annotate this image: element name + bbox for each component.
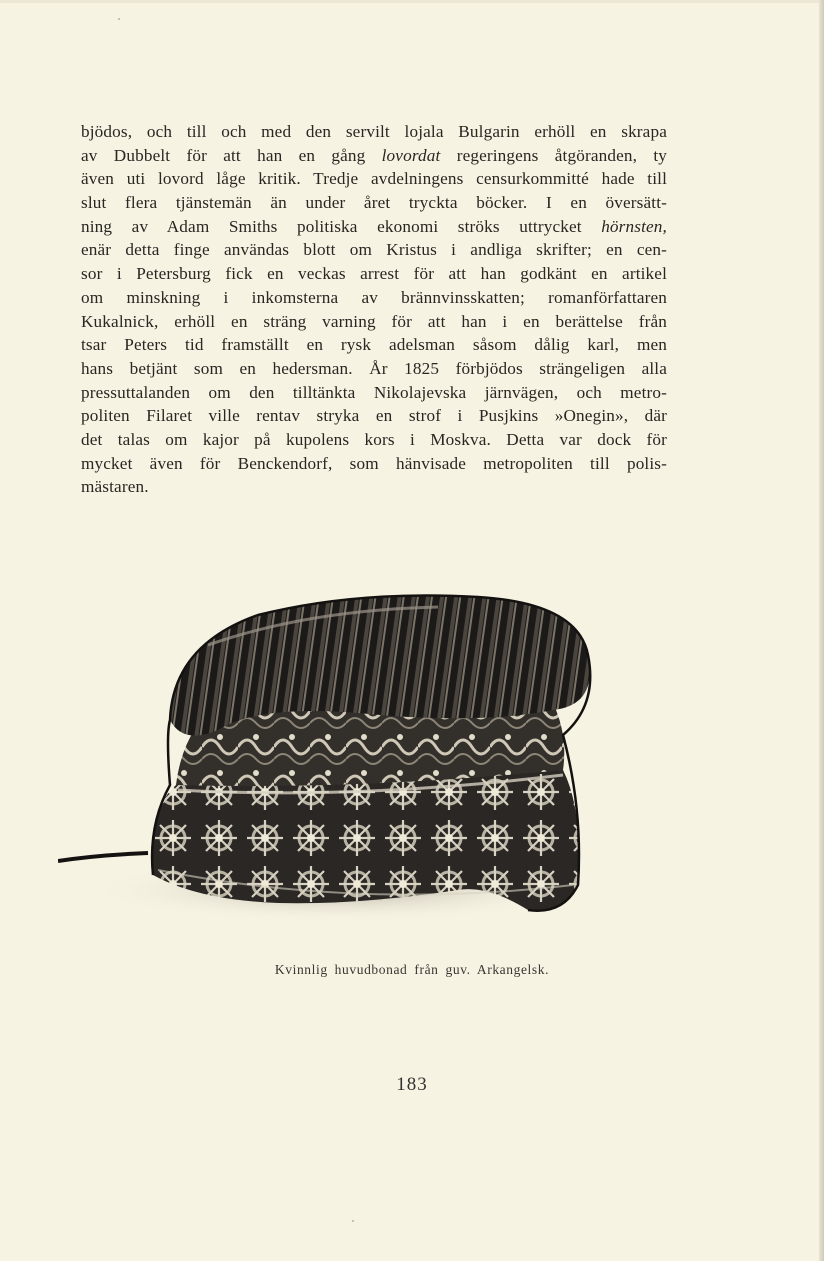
text-run: ning av Adam Smiths politiska ekonomi ströks uttrycket bbox=[81, 216, 602, 236]
italic-text-run: lovordat bbox=[381, 145, 441, 165]
text-run: hans betjänt som en hedersman. År 1825 förbjödos strängeligen alla bbox=[81, 358, 667, 378]
text-line bbox=[81, 404, 667, 428]
page-number: 183 bbox=[396, 1074, 428, 1095]
text-line bbox=[81, 381, 667, 405]
text-run: politen Filaret ville rentav stryka en strof i Pusjkins »Onegin», där bbox=[81, 406, 667, 426]
body-text bbox=[81, 120, 667, 499]
headdress-illustration bbox=[58, 585, 603, 935]
text-line bbox=[81, 215, 667, 239]
page-right-edge bbox=[819, 0, 824, 1261]
text-line bbox=[81, 167, 667, 191]
text-run: mästaren. bbox=[81, 477, 149, 497]
text-run: pressuttalanden om den tilltänkta Nikolajevska järnvägen, och metro- bbox=[81, 382, 667, 402]
page-top-edge bbox=[0, 0, 824, 3]
text-line bbox=[81, 310, 667, 334]
italic-text-run: hörnsten, bbox=[601, 216, 667, 236]
paper-speck bbox=[118, 18, 120, 20]
text-run: slut flera tjänstemän än under året tryckta böcker. I en översätt- bbox=[81, 193, 667, 213]
text-line bbox=[81, 144, 667, 168]
text-line bbox=[81, 286, 667, 310]
text-run: bjödos, och till och med den servilt lojala Bulgarin erhöll en skrapa bbox=[81, 122, 667, 141]
text-run: regeringens åtgöranden, ty bbox=[440, 145, 667, 165]
text-run: enär detta finge användas blott om Kristus i andliga skrifter; en cen- bbox=[81, 240, 667, 260]
paper-speck bbox=[352, 1220, 354, 1222]
text-run: sor i Petersburg fick en veckas arrest för att han godkänt en artikel bbox=[81, 264, 667, 284]
text-line bbox=[81, 452, 667, 476]
text-run: Kukalnick, erhöll en sträng varning för att han i en berättelse från bbox=[81, 311, 667, 331]
text-line bbox=[81, 238, 667, 262]
text-line bbox=[81, 333, 667, 357]
text-run: mycket även för Benckendorf, som hänvisade metropoliten till polis- bbox=[81, 453, 667, 473]
text-run: även uti lovord låge kritik. Tredje avdelningens censurkommitté hade till bbox=[81, 169, 667, 189]
text-run: om minskning i inkomsterna av brännvinsskatten; romanförfattaren bbox=[81, 287, 667, 307]
text-line bbox=[81, 120, 667, 144]
text-run: det talas om kajor på kupolens kors i Moskva. Detta var dock för bbox=[81, 429, 667, 449]
text-run: tsar Peters tid framställt en rysk adelsman såsom dålig karl, men bbox=[81, 335, 667, 355]
text-run: av Dubbelt för att han en gång bbox=[81, 145, 382, 165]
figure-caption: Kvinnlig huvudbonad från guv. Arkangelsk. bbox=[274, 962, 550, 977]
headdress-image bbox=[58, 585, 603, 935]
text-line bbox=[81, 475, 667, 499]
text-line bbox=[81, 428, 667, 452]
text-line bbox=[81, 191, 667, 215]
text-line bbox=[81, 262, 667, 286]
text-line bbox=[81, 357, 667, 381]
